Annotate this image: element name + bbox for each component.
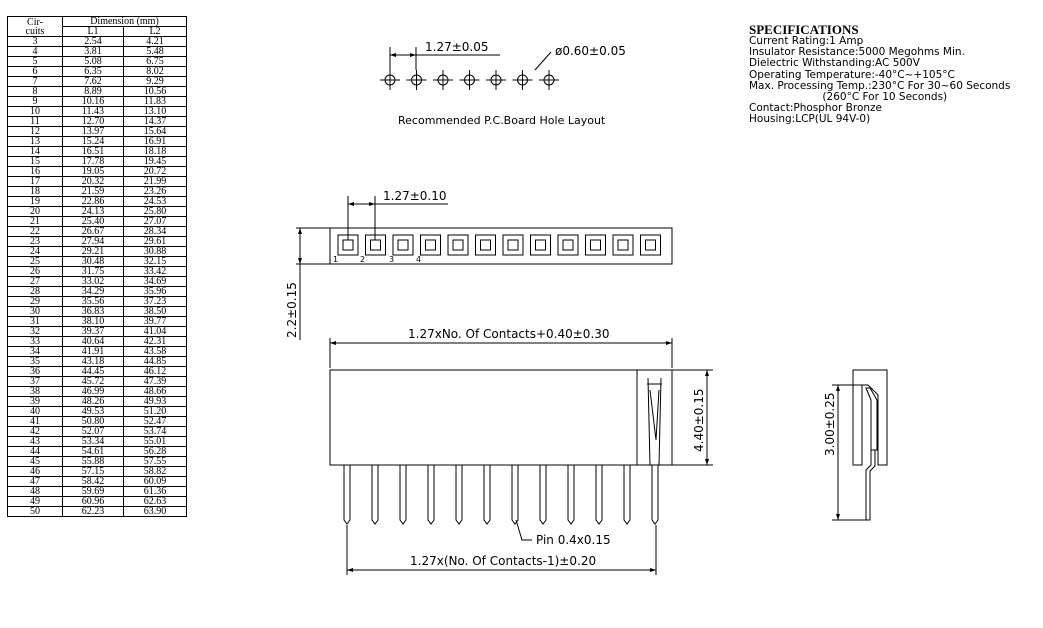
l1-cell: 35.56 — [63, 297, 124, 307]
contact-cell-inner — [453, 240, 463, 250]
l2-cell: 53.74 — [124, 427, 187, 437]
l1-cell: 41.91 — [63, 347, 124, 357]
pin — [540, 465, 546, 524]
l1-cell: 34.29 — [63, 287, 124, 297]
circuits-cell: 23 — [8, 237, 63, 247]
l2-cell: 13.10 — [124, 107, 187, 117]
l1-cell: 2.54 — [63, 37, 124, 47]
circuits-cell: 12 — [8, 127, 63, 137]
circuits-cell: 45 — [8, 457, 63, 467]
header-circuits-top: Cir- — [27, 16, 43, 28]
pin — [512, 465, 518, 524]
l2-cell: 10.56 — [124, 87, 187, 97]
l1-cell: 44.45 — [63, 367, 124, 377]
contact-cell-inner — [508, 240, 518, 250]
l2-cell: 43.58 — [124, 347, 187, 357]
side-height-label: 3.00±0.25 — [823, 392, 837, 456]
circuits-cell: 18 — [8, 187, 63, 197]
l2-cell: 61.36 — [124, 487, 187, 497]
circuits-cell: 24 — [8, 247, 63, 257]
contact-cell-inner — [646, 240, 656, 250]
circuits-cell: 50 — [8, 507, 63, 517]
l1-cell: 5.08 — [63, 57, 124, 67]
l1-cell: 27.94 — [63, 237, 124, 247]
spec-line: Current Rating:1 Amp — [749, 35, 864, 47]
arrow-head — [298, 258, 302, 264]
circuits-cell: 48 — [8, 487, 63, 497]
l1-cell: 49.53 — [63, 407, 124, 417]
l1-cell: 3.81 — [63, 47, 124, 57]
arrow-head — [836, 514, 840, 520]
arrow-head — [410, 53, 416, 57]
top-height-label: 2.2±0.15 — [285, 282, 299, 338]
l1-cell: 15.24 — [63, 137, 124, 147]
circuits-cell: 49 — [8, 497, 63, 507]
l2-cell: 41.04 — [124, 327, 187, 337]
l1-cell: 58.42 — [63, 477, 124, 487]
l2-cell: 38.50 — [124, 307, 187, 317]
l1-cell: 50.80 — [63, 417, 124, 427]
arrow-head — [705, 370, 709, 376]
circuits-cell: 40 — [8, 407, 63, 417]
l1-cell: 43.18 — [63, 357, 124, 367]
l1-cell: 45.72 — [63, 377, 124, 387]
l2-cell: 19.45 — [124, 157, 187, 167]
header-circuits-bottom: cuits — [25, 25, 45, 37]
l1-cell: 8.89 — [63, 87, 124, 97]
l2-cell: 20.72 — [124, 167, 187, 177]
circuits-cell: 29 — [8, 297, 63, 307]
spec-line: Insulator Resistance:5000 Megohms Min. — [749, 46, 965, 59]
spec-line: Operating Temperature:-40°C~+105°C — [749, 68, 955, 81]
circuits-cell: 32 — [8, 327, 63, 337]
contact-cell-inner — [536, 240, 546, 250]
l2-cell: 33.42 — [124, 267, 187, 277]
circuits-cell: 38 — [8, 387, 63, 397]
l1-cell: 7.62 — [63, 77, 124, 87]
circuits-cell: 4 — [8, 47, 63, 57]
l1-cell: 62.23 — [63, 507, 124, 517]
l1-cell: 59.69 — [63, 487, 124, 497]
l1-cell: 11.43 — [63, 107, 124, 117]
pin-size-leader — [516, 520, 532, 540]
l1-cell: 46.99 — [63, 387, 124, 397]
l2-cell: 28.34 — [124, 227, 187, 237]
contact-cell — [476, 235, 496, 255]
l2-cell: 39.77 — [124, 317, 187, 327]
circuits-cell: 25 — [8, 257, 63, 267]
circuits-cell: 28 — [8, 287, 63, 297]
circuits-cell: 30 — [8, 307, 63, 317]
specifications-title: SPECIFICATIONS — [749, 22, 859, 37]
l1-cell: 54.61 — [63, 447, 124, 457]
pin — [596, 465, 602, 524]
l2-cell: 30.88 — [124, 247, 187, 257]
contact-cell-inner — [371, 240, 381, 250]
circuits-cell: 41 — [8, 417, 63, 427]
l2-cell: 57.55 — [124, 457, 187, 467]
l1-cell: 21.59 — [63, 187, 124, 197]
top-pitch-label: 1.27±0.10 — [383, 189, 447, 203]
l2-cell: 25.80 — [124, 207, 187, 217]
l2-cell: 23.26 — [124, 187, 187, 197]
l2-cell: 34.69 — [124, 277, 187, 287]
circuits-cell: 5 — [8, 57, 63, 67]
l2-cell: 52.47 — [124, 417, 187, 427]
pin — [428, 465, 434, 524]
l1-cell: 26.67 — [63, 227, 124, 237]
l1-cell: 10.16 — [63, 97, 124, 107]
l1-cell: 55.88 — [63, 457, 124, 467]
l1-cell: 38.10 — [63, 317, 124, 327]
l2-cell: 11.83 — [124, 97, 187, 107]
l1-cell: 12.70 — [63, 117, 124, 127]
circuits-cell: 7 — [8, 77, 63, 87]
header-dimension: Dimension (mm) — [63, 17, 187, 27]
arrow-head — [330, 341, 336, 345]
circuits-cell: 3 — [8, 37, 63, 47]
hole-pitch-label: 1.27±0.05 — [425, 40, 489, 54]
l2-cell: 46.12 — [124, 367, 187, 377]
circuits-cell: 9 — [8, 97, 63, 107]
l1-cell: 6.35 — [63, 67, 124, 77]
pin — [400, 465, 406, 524]
top-view-body — [330, 228, 672, 264]
spec-line: (260°C For 10 Seconds) — [749, 91, 948, 104]
l2-cell: 9.29 — [124, 77, 187, 87]
pcb-hole-layout — [380, 70, 559, 90]
l1-cell: 52.07 — [63, 427, 124, 437]
pin — [372, 465, 378, 524]
circuits-cell: 19 — [8, 197, 63, 207]
l2-cell: 55.01 — [124, 437, 187, 447]
contact-cell — [503, 235, 523, 255]
l1-cell: 20.32 — [63, 177, 124, 187]
spec-line: Dielectric Withstanding:AC 500V — [749, 57, 920, 70]
l1-cell: 33.02 — [63, 277, 124, 287]
circuits-cell: 21 — [8, 217, 63, 227]
contact-cell — [531, 235, 551, 255]
l1-cell: 53.34 — [63, 437, 124, 447]
spec-line: Housing:LCP(UL 94V-0) — [749, 113, 871, 126]
l2-cell: 32.15 — [124, 257, 187, 267]
l2-cell: 15.64 — [124, 127, 187, 137]
circuits-cell: 33 — [8, 337, 63, 347]
circuits-cell: 13 — [8, 137, 63, 147]
contact-cell — [613, 235, 633, 255]
l2-cell: 5.48 — [124, 47, 187, 57]
l1-cell: 17.78 — [63, 157, 124, 167]
l2-cell: 18.18 — [124, 147, 187, 157]
circuits-cell: 14 — [8, 147, 63, 157]
circuits-cell: 37 — [8, 377, 63, 387]
overall-length-label: 1.27xNo. Of Contacts+0.40±0.30 — [408, 327, 610, 341]
front-view-body — [330, 370, 672, 465]
l2-cell: 48.66 — [124, 387, 187, 397]
l1-cell: 39.37 — [63, 327, 124, 337]
circuits-cell: 8 — [8, 87, 63, 97]
contact-cell — [393, 235, 413, 255]
circuits-cell: 39 — [8, 397, 63, 407]
l2-cell: 35.96 — [124, 287, 187, 297]
contact-cell — [641, 235, 661, 255]
contact-cell-inner — [343, 240, 353, 250]
pin — [624, 465, 630, 524]
circuits-cell: 27 — [8, 277, 63, 287]
l2-cell: 8.02 — [124, 67, 187, 77]
pin — [456, 465, 462, 524]
circuits-cell: 35 — [8, 357, 63, 367]
spec-line: Max. Processing Temp.:230°C For 30~60 Seconds — [749, 79, 1011, 92]
l1-cell: 13.97 — [63, 127, 124, 137]
contact-cell-inner — [591, 240, 601, 250]
contact-cell — [448, 235, 468, 255]
l2-cell: 16.91 — [124, 137, 187, 147]
circuits-cell: 47 — [8, 477, 63, 487]
l2-cell: 60.09 — [124, 477, 187, 487]
front-view-contact — [647, 378, 662, 465]
circuits-cell: 16 — [8, 167, 63, 177]
arrow-head — [298, 228, 302, 234]
l2-cell: 21.99 — [124, 177, 187, 187]
top-view-cells — [338, 235, 661, 255]
contact-cell — [421, 235, 441, 255]
circuits-cell: 15 — [8, 157, 63, 167]
circuits-cell: 11 — [8, 117, 63, 127]
pin — [484, 465, 490, 524]
l1-cell: 25.40 — [63, 217, 124, 227]
contact-cell-inner — [426, 240, 436, 250]
l2-cell: 4.21 — [124, 37, 187, 47]
contact-cell — [586, 235, 606, 255]
arrow-head — [369, 202, 375, 206]
l1-cell: 36.83 — [63, 307, 124, 317]
hole-diameter-label: ø0.60±0.05 — [555, 44, 626, 58]
arrow-head — [705, 459, 709, 465]
side-view-pin — [866, 450, 875, 520]
l1-cell: 48.26 — [63, 397, 124, 407]
circuits-cell: 34 — [8, 347, 63, 357]
l2-cell: 49.93 — [124, 397, 187, 407]
circuits-cell: 20 — [8, 207, 63, 217]
arrow-head — [650, 568, 656, 572]
circuits-cell: 6 — [8, 67, 63, 77]
l2-cell: 56.28 — [124, 447, 187, 457]
l2-cell: 58.82 — [124, 467, 187, 477]
l1-cell: 40.64 — [63, 337, 124, 347]
circuits-cell: 22 — [8, 227, 63, 237]
l2-cell: 63.90 — [124, 507, 187, 517]
circuits-cell: 46 — [8, 467, 63, 477]
pin-number-1: 1 — [333, 255, 339, 264]
l2-cell: 29.61 — [124, 237, 187, 247]
l2-cell: 24.53 — [124, 197, 187, 207]
l2-cell: 14.37 — [124, 117, 187, 127]
side-view-body — [853, 370, 887, 465]
circuits-cell: 42 — [8, 427, 63, 437]
header-l2: L2 — [124, 27, 187, 37]
l1-cell: 22.86 — [63, 197, 124, 207]
circuits-cell: 44 — [8, 447, 63, 457]
l2-cell: 27.07 — [124, 217, 187, 227]
arrow-head — [666, 341, 672, 345]
l1-cell: 16.51 — [63, 147, 124, 157]
l1-cell: 30.48 — [63, 257, 124, 267]
hole-layout-caption: Recommended P.C.Board Hole Layout — [398, 114, 606, 127]
circuits-cell: 43 — [8, 437, 63, 447]
pin-number-3: 3 — [389, 255, 395, 264]
hole-diameter-leader — [535, 52, 551, 70]
l2-cell: 6.75 — [124, 57, 187, 67]
circuits-cell: 36 — [8, 367, 63, 377]
l1-cell: 19.05 — [63, 167, 124, 177]
contact-cell-inner — [618, 240, 628, 250]
front-view-pins — [344, 465, 658, 524]
l2-cell: 44.85 — [124, 357, 187, 367]
arrow-head — [347, 568, 353, 572]
pin — [568, 465, 574, 524]
arrow-head — [836, 385, 840, 391]
contact-cell-inner — [563, 240, 573, 250]
contact-cell-inner — [398, 240, 408, 250]
contact-cell-inner — [481, 240, 491, 250]
l1-cell: 57.15 — [63, 467, 124, 477]
arrow-head — [348, 202, 354, 206]
pin-number-2: 2 — [360, 255, 366, 264]
circuits-cell: 31 — [8, 317, 63, 327]
body-height-label: 4.40±0.15 — [692, 388, 706, 452]
l2-cell: 62.63 — [124, 497, 187, 507]
l1-cell: 60.96 — [63, 497, 124, 507]
pin — [344, 465, 350, 524]
l2-cell: 42.31 — [124, 337, 187, 347]
l2-cell: 37.23 — [124, 297, 187, 307]
arrow-head — [390, 53, 396, 57]
l2-cell: 47.39 — [124, 377, 187, 387]
pin — [652, 465, 658, 524]
contact-cell — [558, 235, 578, 255]
l1-cell: 31.75 — [63, 267, 124, 277]
side-view-contact — [866, 388, 877, 450]
circuits-cell: 26 — [8, 267, 63, 277]
spec-line: Contact:Phosphor Bronze — [749, 102, 883, 115]
circuits-cell: 17 — [8, 177, 63, 187]
pin-size-label: Pin 0.4x0.15 — [536, 533, 611, 547]
l1-cell: 24.13 — [63, 207, 124, 217]
header-l1: L1 — [63, 27, 124, 37]
pin-number-4: 4 — [416, 255, 422, 264]
l1-cell: 29.21 — [63, 247, 124, 257]
circuits-cell: 10 — [8, 107, 63, 117]
l2-cell: 51.20 — [124, 407, 187, 417]
pin-span-label: 1.27x(No. Of Contacts-1)±0.20 — [410, 554, 597, 568]
